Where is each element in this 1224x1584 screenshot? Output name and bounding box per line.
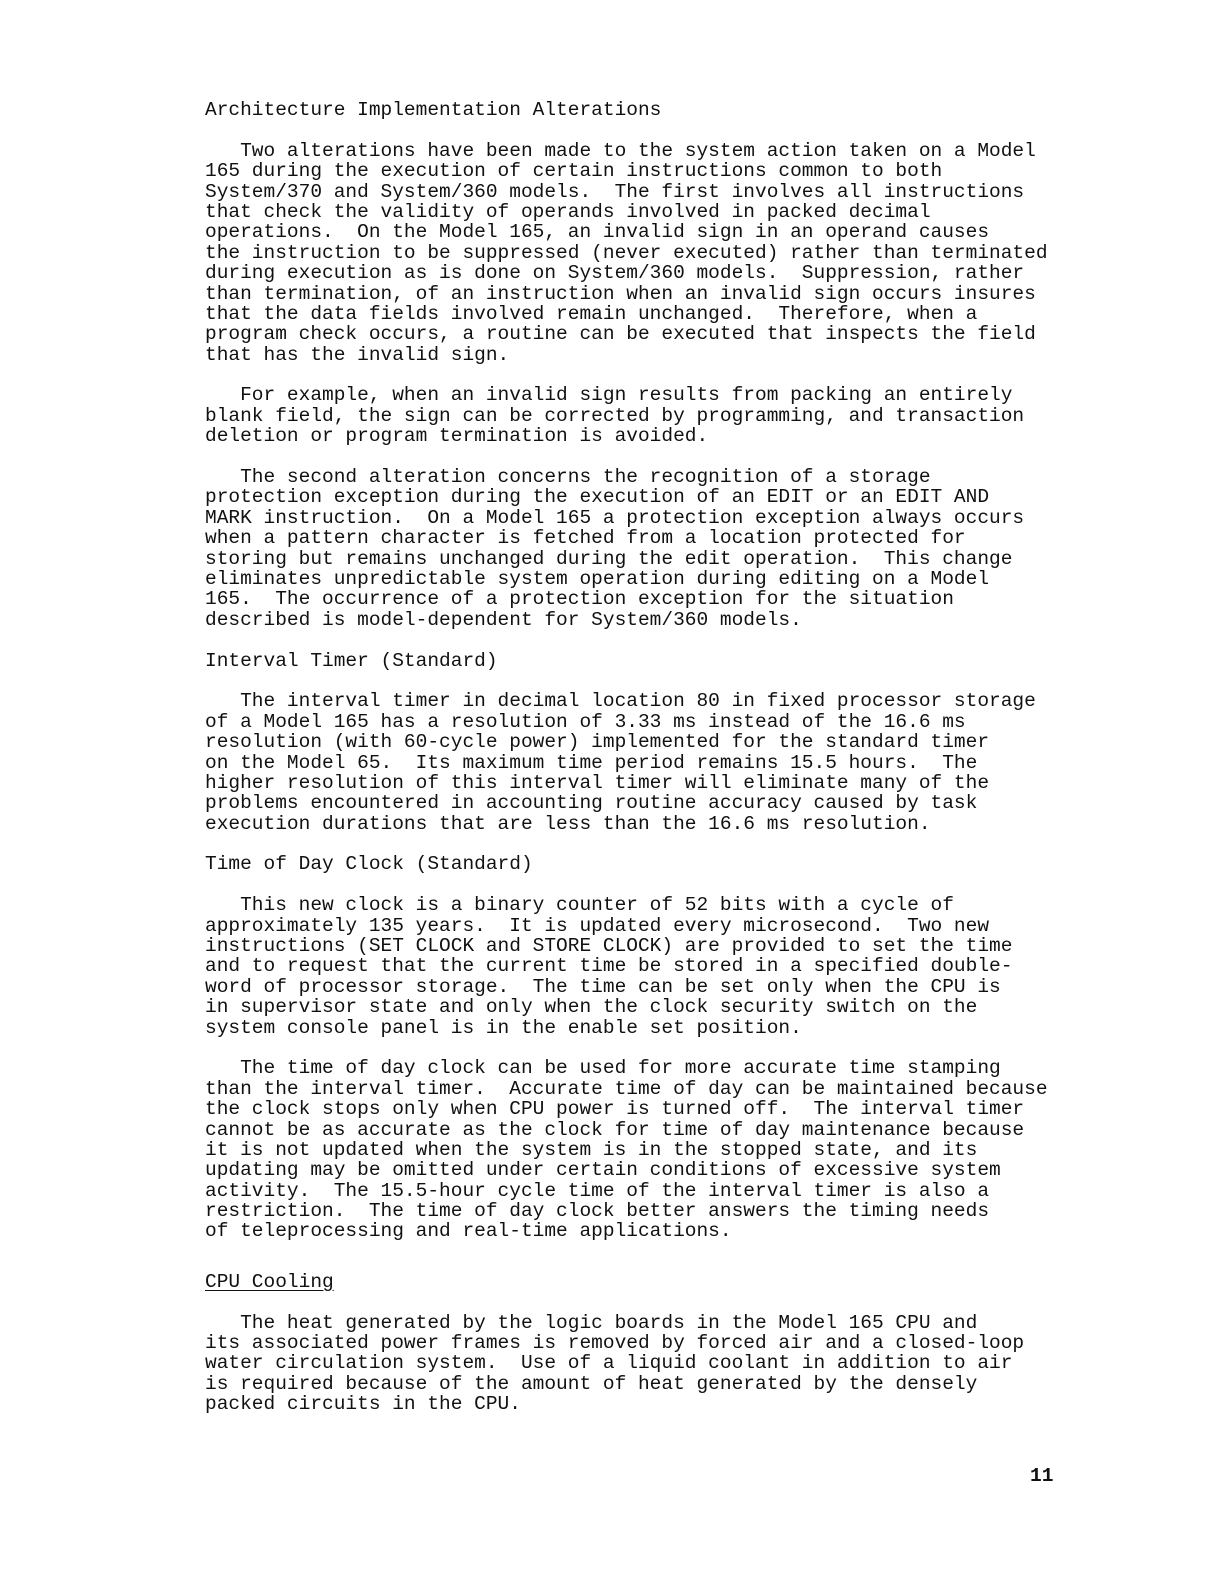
text-line: The heat generated by the logic boards in the Model 165 CPU and [205, 1311, 978, 1334]
text-line: that the data fields involved remain unchanged. Therefore, when a [205, 302, 978, 325]
text-line: This new clock is a binary counter of 52 bits with a cycle of [205, 894, 954, 917]
text-line: the clock stops only when CPU power is turned off. The interval timer [205, 1098, 1025, 1121]
text-line: than termination, of an instruction when an invalid sign occurs insures [205, 282, 1036, 305]
text-line: higher resolution of this interval timer will eliminate many of the [205, 771, 990, 794]
text-line: 165. The occurrence of a protection exception for the situation [205, 588, 954, 611]
section-heading-architecture: Architecture Implementation Alterations [205, 99, 662, 121]
text-line: than the interval timer. Accurate time of day can be maintained because [205, 1077, 1048, 1100]
text-line: instructions (SET CLOCK and STORE CLOCK) are provided to set the time [205, 935, 1013, 958]
text-line: in supervisor state and only when the clock security switch on the [205, 996, 978, 1019]
text-line: and to request that the current time be stored in a specified double- [205, 955, 1013, 978]
section-heading-interval-timer: Interval Timer (Standard) [205, 649, 498, 672]
text-line: that has the invalid sign. [205, 343, 510, 366]
text-line: Two alterations have been made to the system action taken on a Model [205, 139, 1036, 162]
text-line: program check occurs, a routine can be executed that inspects the field [205, 323, 1036, 346]
text-line: The interval timer in decimal location 80 in fixed processor storage [205, 690, 1036, 713]
text-line: on the Model 65. Its maximum time period remains 15.5 hours. The [205, 751, 978, 774]
text-line: during execution as is done on System/360 models. Suppression, rather [205, 262, 1025, 285]
paragraph [205, 1313, 1075, 1415]
text-line: cannot be as accurate as the clock for time of day maintenance because [205, 1118, 1025, 1141]
text-line: approximately 135 years. It is updated every microsecond. Two new [205, 914, 990, 937]
text-line: MARK instruction. On a Model 165 a protection exception always occurs [205, 506, 1025, 529]
paragraph [205, 895, 1075, 1038]
text-line: of teleprocessing and real-time applications. [205, 1220, 732, 1243]
text-line: System/370 and System/360 models. The first involves all instructions [205, 180, 1025, 203]
text-line: resolution (with 60-cycle power) implemented for the standard timer [205, 731, 990, 754]
text-line: of a Model 165 has a resolution of 3.33 ms instead of the 16.6 ms [205, 710, 966, 733]
paragraph [205, 691, 1075, 834]
text-line: that check the validity of operands involved in packed decimal [205, 200, 931, 223]
text-line: operations. On the Model 165, an invalid sign in an operand causes [205, 221, 990, 244]
text-line: blank field, the sign can be corrected by programming, and transaction [205, 404, 1025, 427]
text-line: protection exception during the execution of an EDIT or an EDIT AND [205, 486, 990, 509]
text-line: eliminates unpredictable system operation during editing on a Model [205, 567, 990, 590]
paragraph [205, 141, 1075, 365]
text-line: 165 during the execution of certain instructions common to both [205, 160, 943, 183]
page-content [205, 100, 1075, 1415]
text-line: restriction. The time of day clock better answers the timing needs [205, 1200, 990, 1223]
text-line: the instruction to be suppressed (never executed) rather than terminated [205, 241, 1048, 264]
text-line: activity. The 15.5-hour cycle time of the interval timer is also a [205, 1179, 990, 1202]
text-line: execution durations that are less than the 16.6 ms resolution. [205, 812, 931, 835]
text-line: water circulation system. Use of a liquid coolant in addition to air [205, 1352, 1013, 1375]
text-line: The time of day clock can be used for more accurate time stamping [205, 1057, 1001, 1080]
text-line: packed circuits in the CPU. [205, 1393, 521, 1416]
text-line: The second alteration concerns the recognition of a storage [205, 466, 931, 489]
text-line: deletion or program termination is avoided. [205, 425, 709, 448]
text-line: storing but remains unchanged during the edit operation. This change [205, 547, 1013, 570]
text-line: when a pattern character is fetched from a location protected for [205, 527, 966, 550]
text-line: is required because of the amount of heat generated by the densely [205, 1372, 978, 1395]
text-line: word of processor storage. The time can be set only when the CPU is [205, 975, 1001, 998]
paragraph [205, 467, 1075, 630]
text-line: it is not updated when the system is in the stopped state, and its [205, 1138, 978, 1161]
page-number: 11 [1030, 1465, 1054, 1487]
paragraph [205, 385, 1075, 446]
section-heading-cpu-cooling: CPU Cooling [205, 1270, 334, 1293]
text-line: described is model-dependent for System/360 models. [205, 608, 802, 631]
text-line: its associated power frames is removed by forced air and a closed-loop [205, 1332, 1025, 1355]
text-line: For example, when an invalid sign results from packing an entirely [205, 384, 1013, 407]
text-line: problems encountered in accounting routine accuracy caused by task [205, 792, 978, 815]
text-line: updating may be omitted under certain conditions of excessive system [205, 1159, 1001, 1182]
paragraph [205, 1058, 1075, 1242]
section-heading-time-of-day-clock: Time of Day Clock (Standard) [205, 853, 533, 876]
text-line: system console panel is in the enable set position. [205, 1016, 802, 1039]
